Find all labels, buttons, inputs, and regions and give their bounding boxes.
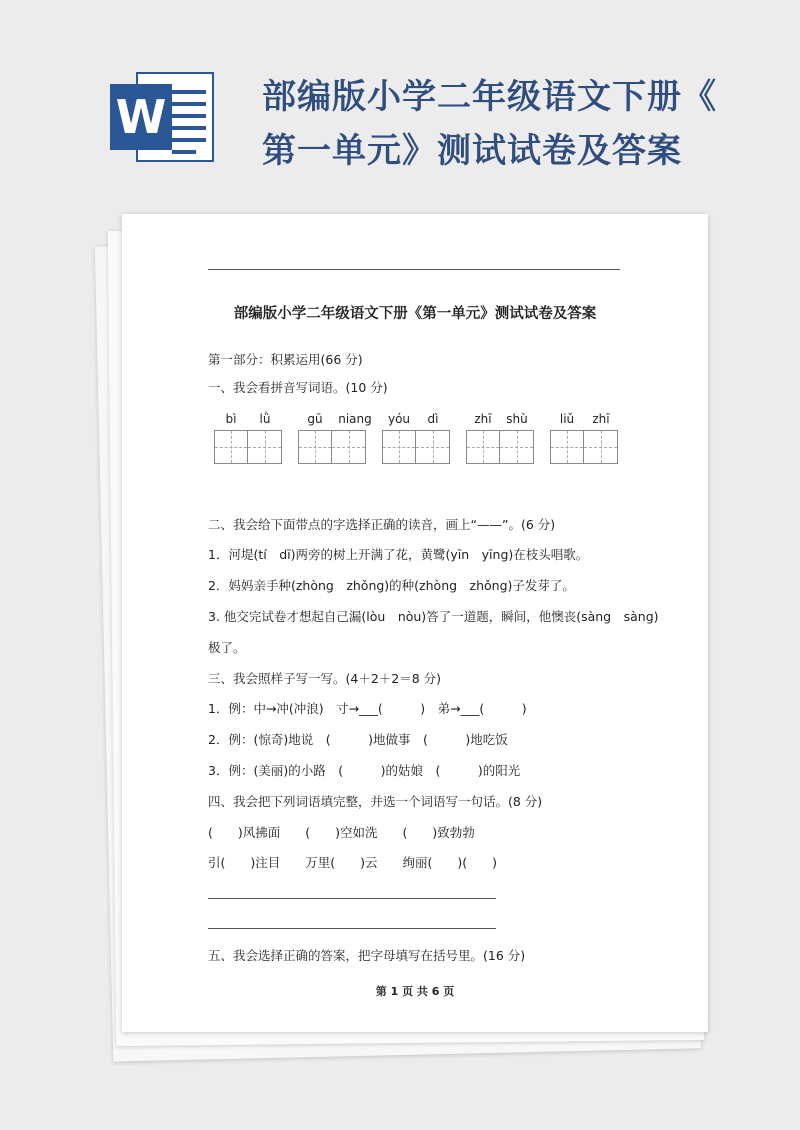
q2-heading: 二、我会给下面带点的字选择正确的读音，画上“——”。(6 分) — [208, 517, 556, 532]
pinyin-syllable: zhī — [474, 412, 492, 426]
q3-line2: 2．例：(惊奇)地说 ( )地做事 ( )地吃饭 — [208, 732, 508, 747]
q1-heading: 一、我会看拼音写词语。(10 分) — [208, 380, 388, 395]
writing-box[interactable] — [416, 430, 450, 464]
pinyin-syllable: dì — [427, 412, 439, 426]
writing-boxes — [550, 430, 618, 464]
q2-line1: 1．河堤(tí dī)两旁的树上开满了花，黄鹭(yīn yīng)在枝头唱歌。 — [208, 547, 589, 562]
q3-line3: 3．例：(美丽)的小路 ( )的姑娘 ( )的阳光 — [208, 763, 521, 778]
pinyin-syllable: bì — [225, 412, 237, 426]
writing-box[interactable] — [298, 430, 332, 464]
writing-box[interactable] — [584, 430, 618, 464]
pinyin-syllable: lǜ — [259, 412, 271, 426]
answer-line[interactable] — [208, 928, 496, 929]
writing-box[interactable] — [332, 430, 366, 464]
writing-box[interactable] — [248, 430, 282, 464]
banner — [0, 0, 800, 200]
pinyin-group — [550, 412, 618, 428]
writing-box[interactable] — [382, 430, 416, 464]
q3-heading: 三、我会照样子写一写。(4＋2＋2＝8 分) — [208, 671, 442, 686]
q4-line2: 引( )注目 万里( )云 绚丽( )( ) — [208, 855, 498, 870]
pinyin-group — [466, 412, 534, 428]
writing-box[interactable] — [550, 430, 584, 464]
pinyin-syllable: niang — [338, 412, 372, 426]
writing-box[interactable] — [214, 430, 248, 464]
writing-box[interactable] — [466, 430, 500, 464]
pinyin-syllable: yóu — [387, 412, 411, 426]
pinyin-syllable: zhī — [592, 412, 610, 426]
document-title: 部编版小学二年级语文下册《第一单元》测试试卷及答案 — [233, 306, 597, 322]
q2-line2: 2．妈妈亲手种(zhòng zhǒng)的种(zhòng zhǒng)子发芽了。 — [208, 578, 575, 593]
q2-line3: 3. 他交完试卷才想起自己漏(lòu nòu)答了一道题，瞬间，他懊丧(sàng sàng) — [208, 609, 659, 624]
writing-boxes — [298, 430, 366, 464]
q5-heading: 五、我会选择正确的答案，把字母填写在括号里。(16 分) — [208, 948, 526, 963]
writing-box[interactable] — [500, 430, 534, 464]
q4-line1: ( )风拂面 ( )空如洗 ( )致勃勃 — [208, 825, 475, 840]
writing-boxes — [214, 430, 282, 464]
banner-title-line2: 第一单元》测试试卷及答案 — [262, 131, 682, 171]
answer-line[interactable] — [208, 898, 496, 899]
part1-heading: 第一部分：积累运用(66 分) — [208, 352, 363, 367]
header-rule — [208, 269, 620, 270]
page-footer: 第 1 页 共 6 页 — [375, 985, 455, 998]
q4-heading: 四、我会把下列词语填完整，并选一个词语写一句话。(8 分) — [208, 794, 543, 809]
word-badge: W — [110, 84, 172, 150]
pinyin-group — [214, 412, 282, 428]
pinyin-syllable: liǔ — [559, 412, 575, 426]
writing-boxes — [382, 430, 450, 464]
pinyin-syllable: shù — [506, 412, 528, 426]
q2-line4: 极了。 — [208, 640, 246, 655]
writing-boxes — [466, 430, 534, 464]
word-document-icon — [110, 72, 214, 162]
document-page — [122, 214, 708, 1032]
banner-title — [262, 70, 782, 178]
banner-title-line1: 部编版小学二年级语文下册《 — [262, 77, 717, 117]
pinyin-syllable: gū — [307, 412, 323, 426]
pinyin-group — [382, 412, 450, 428]
q3-line1: 1．例：中→冲(冲浪) 寸→___( ) 弟→___( ) — [208, 701, 527, 716]
pinyin-group — [298, 412, 378, 428]
